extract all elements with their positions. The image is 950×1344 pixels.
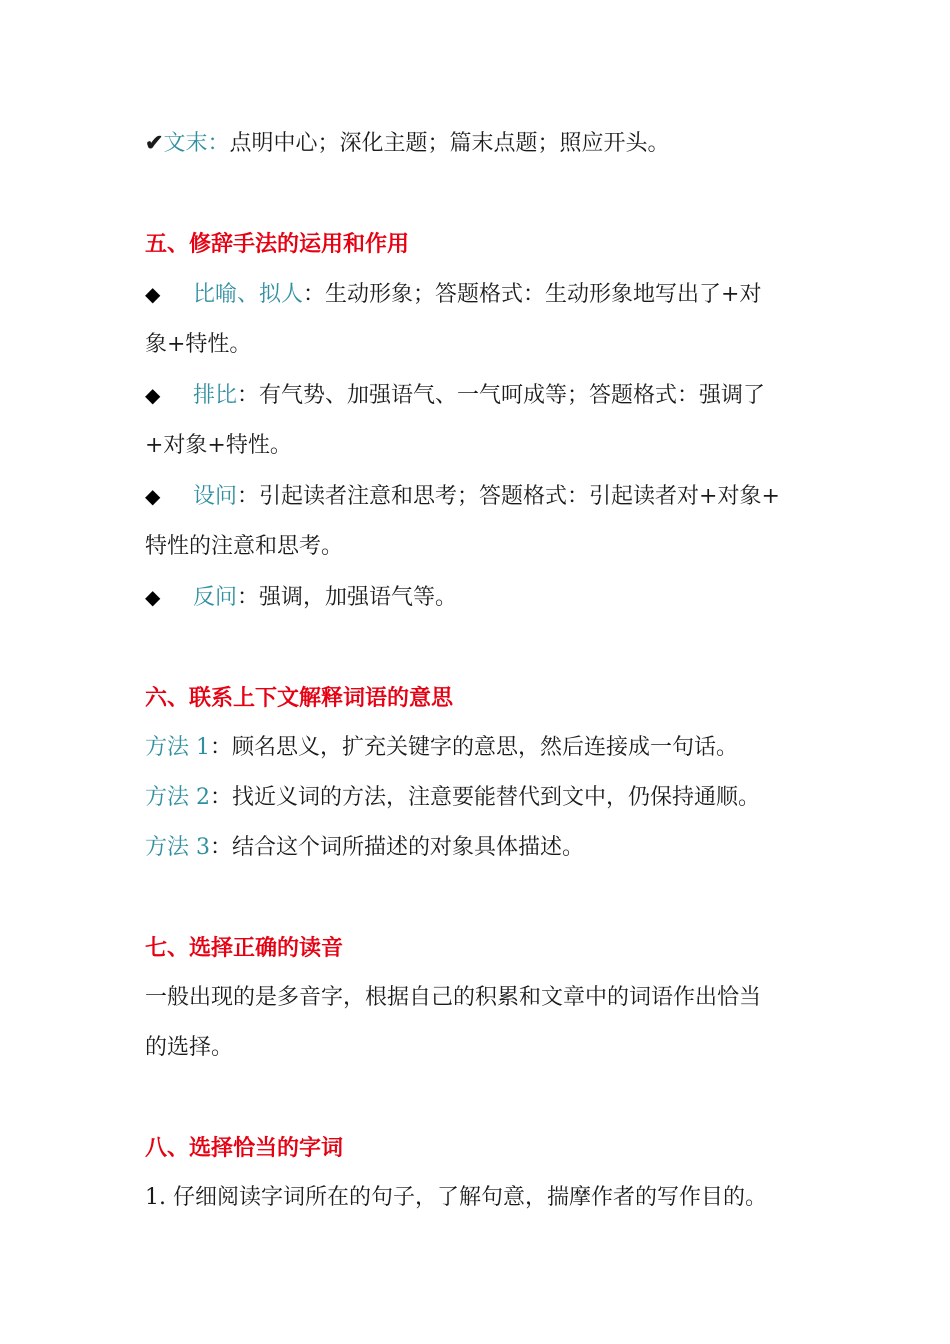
item-continuation: +对象+特性。 [145, 433, 292, 458]
paragraph-line: 一般出现的是多音字，根据自己的积累和文章中的词语作出恰当 [145, 985, 762, 1010]
diamond-bullet-icon: ◆ [145, 484, 161, 508]
item-label: 比喻、拟人 [193, 282, 304, 307]
wenmo-text: 点明中心；深化主题；篇末点题；照应开头。 [229, 131, 670, 156]
checkmark-icon: ✔ [145, 130, 164, 156]
section-heading-6: 六、联系上下文解释词语的意思 [145, 685, 454, 711]
method-label: 方法 1 [145, 735, 210, 760]
item-text: ：生动形象；答题格式：生动形象地写出了+对 [303, 282, 762, 307]
wenmo-label: 文末 [163, 131, 208, 156]
item-text: ：引起读者注意和思考；答题格式：引起读者对+对象+ [237, 484, 780, 509]
paragraph-line: 的选择。 [145, 1035, 234, 1060]
item-continuation: 象+特性。 [145, 332, 252, 357]
method-text: ：结合这个词所描述的对象具体描述。 [210, 835, 585, 860]
method-label: 方法 2 [145, 785, 210, 810]
item-label: 反问 [193, 585, 238, 610]
diamond-bullet-icon: ◆ [145, 585, 161, 609]
section-heading-8: 八、选择恰当的字词 [145, 1135, 344, 1161]
section-heading-5: 五、修辞手法的运用和作用 [145, 231, 410, 257]
method-item-3 [145, 823, 835, 873]
method-text: ：顾名思义，扩充关键字的意思，然后连接成一句话。 [210, 735, 739, 760]
diamond-bullet-icon: ◆ [145, 282, 161, 306]
item-label: 排比 [193, 383, 238, 408]
list-item-rhetoric-3 [145, 471, 835, 522]
method-item-2 [145, 773, 835, 823]
item-continuation: 特性的注意和思考。 [145, 534, 344, 559]
method-text: ：找近义词的方法，注意要能替代到文中，仍保持通顺。 [210, 785, 761, 810]
document-page [145, 118, 835, 1223]
section-heading-7: 七、选择正确的读音 [145, 935, 344, 961]
wenmo-line [145, 118, 835, 169]
method-item-1 [145, 723, 835, 773]
diamond-bullet-icon: ◆ [145, 383, 161, 407]
method-label: 方法 3 [145, 835, 210, 860]
paragraph-line: 1. 仔细阅读字词所在的句子，了解句意，揣摩作者的写作目的。 [145, 1185, 767, 1210]
item-text: ：有气势、加强语气、一气呵成等；答题格式：强调了 [237, 383, 766, 408]
list-item-rhetoric-2 [145, 370, 835, 421]
item-label: 设问 [193, 484, 238, 509]
list-item-rhetoric-4 [145, 572, 835, 623]
wenmo-colon: ： [207, 131, 230, 156]
list-item-rhetoric-1 [145, 269, 835, 320]
item-text: ：强调，加强语气等。 [237, 585, 458, 610]
